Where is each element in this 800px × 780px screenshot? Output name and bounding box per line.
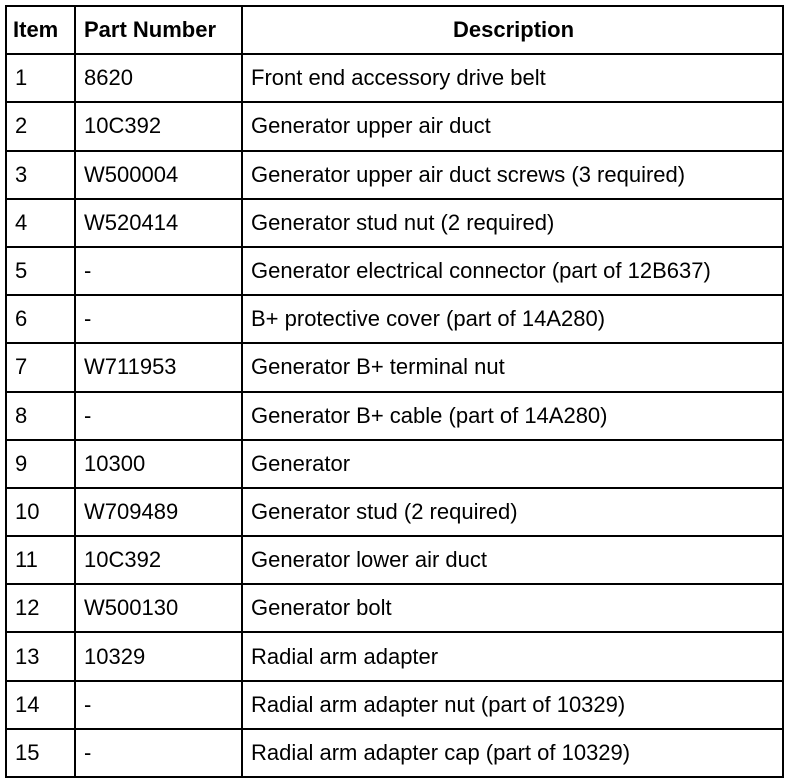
cell-part-number: 8620	[75, 54, 242, 102]
cell-description: Radial arm adapter cap (part of 10329)	[242, 729, 783, 777]
cell-item: 13	[6, 632, 75, 680]
cell-item: 8	[6, 392, 75, 440]
cell-part-number: W520414	[75, 199, 242, 247]
cell-description: Radial arm adapter	[242, 632, 783, 680]
cell-description: Radial arm adapter nut (part of 10329)	[242, 681, 783, 729]
table-body	[6, 54, 783, 777]
table-row	[6, 295, 783, 343]
cell-description: Generator B+ cable (part of 14A280)	[242, 392, 783, 440]
table-row	[6, 102, 783, 150]
cell-part-number: -	[75, 247, 242, 295]
table-row	[6, 343, 783, 391]
header-row	[6, 6, 783, 54]
cell-item: 10	[6, 488, 75, 536]
cell-item: 11	[6, 536, 75, 584]
column-header-description: Description	[242, 6, 783, 54]
cell-description: B+ protective cover (part of 14A280)	[242, 295, 783, 343]
cell-description: Generator stud (2 required)	[242, 488, 783, 536]
table-row	[6, 536, 783, 584]
table-row	[6, 199, 783, 247]
cell-part-number: W500004	[75, 151, 242, 199]
column-header-part-number: Part Number	[75, 6, 242, 54]
cell-part-number: -	[75, 729, 242, 777]
cell-item: 1	[6, 54, 75, 102]
table-row	[6, 151, 783, 199]
cell-description: Front end accessory drive belt	[242, 54, 783, 102]
cell-description: Generator electrical connector (part of 12B637)	[242, 247, 783, 295]
cell-part-number: -	[75, 392, 242, 440]
cell-item: 14	[6, 681, 75, 729]
cell-item: 7	[6, 343, 75, 391]
table-row	[6, 584, 783, 632]
cell-part-number: 10C392	[75, 102, 242, 150]
cell-description: Generator lower air duct	[242, 536, 783, 584]
parts-table	[5, 5, 784, 778]
table-row	[6, 440, 783, 488]
cell-item: 12	[6, 584, 75, 632]
table-row	[6, 729, 783, 777]
table-row	[6, 247, 783, 295]
table-row	[6, 632, 783, 680]
cell-item: 3	[6, 151, 75, 199]
cell-item: 5	[6, 247, 75, 295]
cell-description: Generator upper air duct	[242, 102, 783, 150]
cell-part-number: 10300	[75, 440, 242, 488]
cell-item: 4	[6, 199, 75, 247]
cell-part-number: W709489	[75, 488, 242, 536]
table-row	[6, 392, 783, 440]
table-row	[6, 54, 783, 102]
table-row	[6, 681, 783, 729]
table-row	[6, 488, 783, 536]
cell-part-number: W500130	[75, 584, 242, 632]
cell-item: 9	[6, 440, 75, 488]
column-header-item: Item	[6, 6, 75, 54]
cell-description: Generator stud nut (2 required)	[242, 199, 783, 247]
cell-item: 6	[6, 295, 75, 343]
cell-item: 2	[6, 102, 75, 150]
cell-part-number: 10329	[75, 632, 242, 680]
cell-description: Generator upper air duct screws (3 required)	[242, 151, 783, 199]
cell-part-number: -	[75, 681, 242, 729]
cell-item: 15	[6, 729, 75, 777]
cell-description: Generator B+ terminal nut	[242, 343, 783, 391]
cell-description: Generator bolt	[242, 584, 783, 632]
cell-part-number: W711953	[75, 343, 242, 391]
cell-description: Generator	[242, 440, 783, 488]
cell-part-number: -	[75, 295, 242, 343]
cell-part-number: 10C392	[75, 536, 242, 584]
